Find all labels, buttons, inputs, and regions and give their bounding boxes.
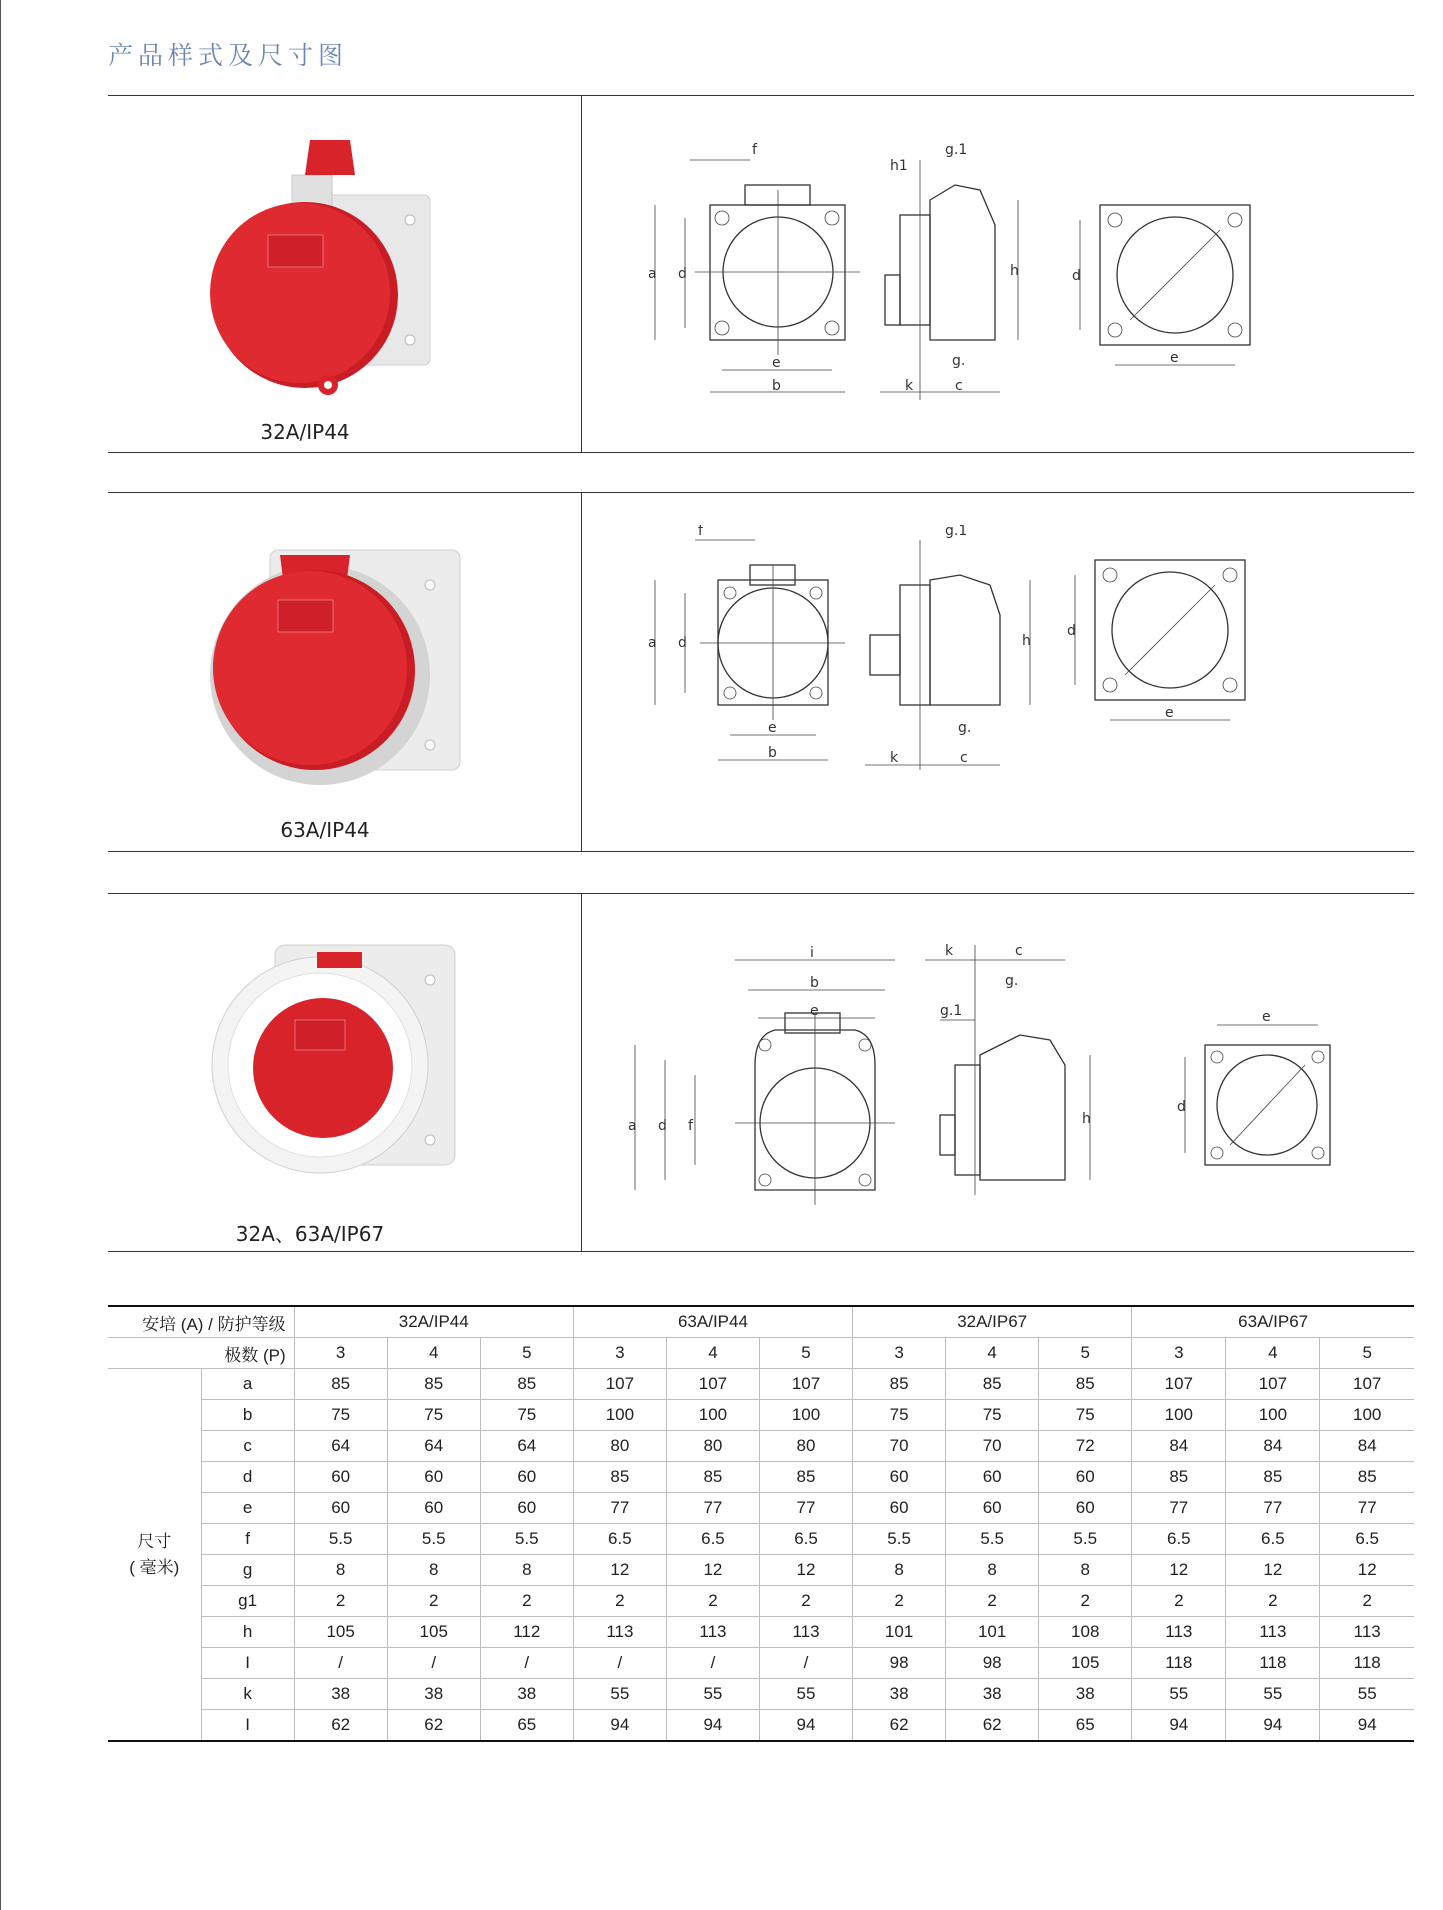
dimension-value: 84 [1132,1431,1226,1462]
table-row [108,1586,1414,1617]
dimension-value: 77 [759,1493,852,1524]
dimension-value: 2 [1039,1586,1132,1617]
group-header: 63A/IP67 [1132,1306,1414,1338]
table-row [108,1462,1414,1493]
dimension-value: 77 [1226,1493,1320,1524]
dimension-value: 100 [759,1400,852,1431]
dimension-value: 100 [1132,1400,1226,1431]
dimension-value: 85 [480,1369,573,1400]
product-caption-2: 63A/IP44 [280,818,370,842]
dimension-value: 2 [1226,1586,1320,1617]
dimension-value: 5.5 [853,1524,946,1555]
dimension-value: 8 [480,1555,573,1586]
pole-cell: 3 [294,1338,387,1369]
label-k-2: k [890,750,899,766]
table-row [108,1679,1414,1710]
dimension-value: 64 [480,1431,573,1462]
group-header: 63A/IP44 [573,1306,852,1338]
dimension-value: 70 [946,1431,1039,1462]
pole-cell: 3 [1132,1338,1226,1369]
dimension-value: 113 [1320,1617,1414,1648]
dimension-value: 38 [387,1679,480,1710]
dimension-value: 108 [1039,1617,1132,1648]
table-row [108,1400,1414,1431]
dimension-label: d [201,1462,294,1493]
dimension-value: 60 [1039,1462,1132,1493]
pole-cell: 5 [480,1338,573,1369]
pole-cell: 4 [666,1338,759,1369]
dimension-value: 105 [1039,1648,1132,1679]
dimension-value: 60 [480,1462,573,1493]
dimension-value: 85 [1132,1462,1226,1493]
pole-cell: 5 [1039,1338,1132,1369]
side-view-2 [865,540,1030,770]
dimension-value: 38 [294,1679,387,1710]
dimension-label: c [201,1431,294,1462]
dimension-value: 77 [1320,1493,1414,1524]
dimension-drawing-ip67 [600,935,1400,1225]
label-g1-2: g.1 [945,525,968,539]
dimension-value: 94 [1226,1710,1320,1742]
dimension-value: 60 [853,1462,946,1493]
section-3-bottom-rule [108,1251,1414,1252]
dimension-value: 94 [1320,1710,1414,1742]
label-f-3: f [688,1118,693,1134]
dimension-drawing-32a-ip44 [600,130,1400,420]
table-poles-row [108,1338,1414,1369]
label-b-2: b [768,745,777,761]
section-2-top-rule [108,492,1414,493]
section-3-top-rule [108,893,1414,894]
dimension-value: 60 [853,1493,946,1524]
dimension-value: 60 [387,1493,480,1524]
pole-cell: 4 [387,1338,480,1369]
dimension-value: 6.5 [573,1524,666,1555]
dimension-value: 113 [1226,1617,1320,1648]
dimension-value: 72 [1039,1431,1132,1462]
dimension-value: 100 [1226,1400,1320,1431]
product-caption-3: 32A、63A/IP67 [235,1222,385,1246]
dimension-value: 12 [759,1555,852,1586]
dimension-value: 5.5 [480,1524,573,1555]
dimension-value: 85 [759,1462,852,1493]
pole-cell: 4 [946,1338,1039,1369]
dimension-value: 94 [666,1710,759,1742]
label-d-cutout: d [1072,268,1081,284]
dimension-value: 6.5 [1132,1524,1226,1555]
dimension-value: 38 [946,1679,1039,1710]
section-3-divider [581,893,582,1251]
label-g-2: g. [958,720,972,736]
table-row [108,1617,1414,1648]
dimension-label: g1 [201,1586,294,1617]
label-a: a [648,266,657,282]
section-1-divider [581,95,582,452]
dimension-value: 85 [387,1369,480,1400]
dimension-value: 113 [666,1617,759,1648]
label-f: f [752,142,757,158]
dimension-value: 85 [1226,1462,1320,1493]
dimension-label: a [201,1369,294,1400]
dimension-value: 85 [853,1369,946,1400]
product-caption-1: 32A/IP44 [260,420,350,444]
label-e: e [772,355,781,371]
dimension-value: 5.5 [387,1524,480,1555]
label-g1-3: g.1 [940,1003,963,1019]
dimension-value: 12 [573,1555,666,1586]
dimension-value: 55 [1226,1679,1320,1710]
dimension-value: 75 [294,1400,387,1431]
unit-label: ( 毫米) [129,1557,180,1577]
label-k-3: k [945,943,954,959]
dimension-value: 94 [1132,1710,1226,1742]
dimension-value: 62 [853,1710,946,1742]
dimension-value: 6.5 [759,1524,852,1555]
dimension-value: 85 [573,1462,666,1493]
pole-cell: 3 [853,1338,946,1369]
dimension-value: 85 [1320,1462,1414,1493]
dimension-label: f [201,1524,294,1555]
dimension-label: e [201,1493,294,1524]
header-poles: 极数 (P) [108,1338,294,1369]
dimension-label: g [201,1555,294,1586]
dimension-value: 107 [1226,1369,1320,1400]
label-h: h [1010,263,1019,279]
dimension-value: 2 [946,1586,1039,1617]
dimension-value: 2 [480,1586,573,1617]
dimension-value: 85 [1039,1369,1132,1400]
table-body [108,1369,1414,1742]
dimension-value: 84 [1320,1431,1414,1462]
label-e-3: e [810,1003,819,1019]
product-photo-63a-ip44 [200,540,480,794]
dimension-value: 101 [853,1617,946,1648]
dimension-value: 113 [759,1617,852,1648]
dimension-value: 107 [1320,1369,1414,1400]
dimension-value: 98 [853,1648,946,1679]
dimension-value: 8 [294,1555,387,1586]
dimension-value: 94 [573,1710,666,1742]
dimension-value: 2 [294,1586,387,1617]
cutout-view [1080,205,1250,365]
section-2-divider [581,492,582,851]
dimension-value: 55 [1320,1679,1414,1710]
label-c-2: c [960,750,968,766]
dimension-value: 113 [573,1617,666,1648]
dimension-value: 94 [759,1710,852,1742]
dimension-value: 2 [666,1586,759,1617]
dimension-value: 112 [480,1617,573,1648]
dimension-value: 62 [294,1710,387,1742]
page-title: 产品样式及尺寸图 [108,41,349,70]
dimension-value: 60 [1039,1493,1132,1524]
dimension-value: 75 [387,1400,480,1431]
dimension-value: 107 [1132,1369,1226,1400]
dimension-value: 80 [759,1431,852,1462]
dimension-value: / [480,1648,573,1679]
group-header: 32A/IP67 [853,1306,1132,1338]
dimension-value: 55 [759,1679,852,1710]
dimension-value: 12 [666,1555,759,1586]
dimension-value: 85 [666,1462,759,1493]
dimension-value: 70 [853,1431,946,1462]
dimension-value: 75 [946,1400,1039,1431]
dimension-value: 75 [1039,1400,1132,1431]
dimension-value: 100 [666,1400,759,1431]
dimension-value: 55 [666,1679,759,1710]
product-photo-32a-ip44 [200,135,440,409]
section-2-bottom-rule [108,851,1414,852]
dimension-value: 77 [666,1493,759,1524]
dimension-value: 2 [759,1586,852,1617]
label-a-2: a [648,635,657,651]
label-d-cutout-2: d [1067,623,1076,639]
dimension-value: 77 [1132,1493,1226,1524]
label-d-3: d [658,1118,667,1134]
dimension-value: 77 [573,1493,666,1524]
dimension-value: 60 [480,1493,573,1524]
dimension-value: 107 [666,1369,759,1400]
dimension-label: k [201,1679,294,1710]
cutout-view-2 [1075,560,1245,720]
dimension-value: 8 [853,1555,946,1586]
dimension-value: / [666,1648,759,1679]
dimension-value: 2 [387,1586,480,1617]
label-e-2: e [768,720,777,736]
table-header-row [108,1306,1414,1338]
dimension-value: 62 [387,1710,480,1742]
dimension-value: 105 [387,1617,480,1648]
dimension-value: 5.5 [946,1524,1039,1555]
dimension-value: 100 [1320,1400,1414,1431]
dimension-value: 118 [1226,1648,1320,1679]
label-h1: h1 [890,158,908,174]
dimension-value: 80 [666,1431,759,1462]
pole-cell: 3 [573,1338,666,1369]
dimension-value: 100 [573,1400,666,1431]
dimension-value: 38 [480,1679,573,1710]
dimension-value: 64 [294,1431,387,1462]
dimension-value: 85 [294,1369,387,1400]
dimension-value: 84 [1226,1431,1320,1462]
dimension-value: 12 [1226,1555,1320,1586]
dimension-value: 118 [1320,1648,1414,1679]
label-e-cutout-2: e [1165,705,1174,721]
header-ampere-protection: 安培 (A) / 防护等级 [108,1306,294,1338]
label-d-2: d [678,635,687,651]
dimension-value: 2 [1132,1586,1226,1617]
side-view [880,160,1018,400]
table-row [108,1648,1414,1679]
label-d: d [678,266,687,282]
dimension-value: 75 [853,1400,946,1431]
dimension-value: 2 [853,1586,946,1617]
label-g-3: g. [1005,973,1019,989]
dimension-value: 85 [946,1369,1039,1400]
dimension-value: / [573,1648,666,1679]
page-edge-line [0,0,1,1910]
dimension-value: 64 [387,1431,480,1462]
dimension-value: 5.5 [1039,1524,1132,1555]
dimension-value: 5.5 [294,1524,387,1555]
dimension-value: 118 [1132,1648,1226,1679]
label-a-3: a [628,1118,637,1134]
table-row [108,1369,1414,1400]
size-mm-label [108,1369,201,1742]
dimension-value: 60 [387,1462,480,1493]
dimension-value: / [387,1648,480,1679]
dimension-value: 8 [1039,1555,1132,1586]
dimension-value: 101 [946,1617,1039,1648]
label-h-2: h [1022,633,1031,649]
dimension-value: 80 [573,1431,666,1462]
dimension-value: 75 [480,1400,573,1431]
dimension-value: / [294,1648,387,1679]
dimension-value: 8 [387,1555,480,1586]
dimension-drawing-63a-ip44 [600,525,1400,815]
section-1-top-rule [108,95,1414,96]
label-e-cutout: e [1170,350,1179,366]
label-b-3: b [810,975,819,991]
size-label: 尺寸 [137,1531,172,1551]
dimension-value: 2 [573,1586,666,1617]
pole-cell: 4 [1226,1338,1320,1369]
dimension-label: h [201,1617,294,1648]
label-k: k [905,378,914,394]
label-h-3: h [1082,1111,1091,1127]
dimension-value: 38 [1039,1679,1132,1710]
dimension-value: / [759,1648,852,1679]
dimension-value: 55 [1132,1679,1226,1710]
label-f-2: f [698,525,703,539]
pole-cell: 5 [1320,1338,1414,1369]
dimension-value: 6.5 [666,1524,759,1555]
group-header: 32A/IP44 [294,1306,573,1338]
dimension-label: b [201,1400,294,1431]
dimension-value: 113 [1132,1617,1226,1648]
dimension-value: 8 [946,1555,1039,1586]
dimension-value: 6.5 [1320,1524,1414,1555]
dimension-value: 12 [1320,1555,1414,1586]
front-view-3 [635,960,895,1205]
dimension-value: 60 [946,1493,1039,1524]
cutout-view-3 [1185,1025,1330,1165]
dimension-value: 107 [573,1369,666,1400]
label-d-cutout-3: d [1177,1099,1186,1115]
dimension-value: 60 [946,1462,1039,1493]
dimension-value: 60 [294,1462,387,1493]
dimension-value: 105 [294,1617,387,1648]
dimension-value: 65 [480,1710,573,1742]
dimension-value: 98 [946,1648,1039,1679]
label-b: b [772,378,781,394]
dimension-table [108,1305,1414,1742]
dimension-value: 60 [294,1493,387,1524]
label-e-cutout-3: e [1262,1009,1271,1025]
pole-cell: 5 [759,1338,852,1369]
dimension-value: 55 [573,1679,666,1710]
dimension-value: 38 [853,1679,946,1710]
dimension-value: 6.5 [1226,1524,1320,1555]
label-i-3: i [810,945,814,961]
table-row [108,1524,1414,1555]
label-c: c [955,378,963,394]
label-g1: g.1 [945,142,968,158]
dimension-value: 12 [1132,1555,1226,1586]
table-row [108,1710,1414,1742]
table-row [108,1493,1414,1524]
dimension-value: 107 [759,1369,852,1400]
label-g: g. [952,353,966,369]
section-1-bottom-rule [108,452,1414,453]
dimension-label: I [201,1648,294,1679]
label-c-3: c [1015,943,1023,959]
table-row [108,1431,1414,1462]
product-photo-ip67 [205,940,465,1184]
dimension-value: 62 [946,1710,1039,1742]
dimension-value: 65 [1039,1710,1132,1742]
dimension-label: I [201,1710,294,1742]
table-row [108,1555,1414,1586]
dimension-value: 2 [1320,1586,1414,1617]
